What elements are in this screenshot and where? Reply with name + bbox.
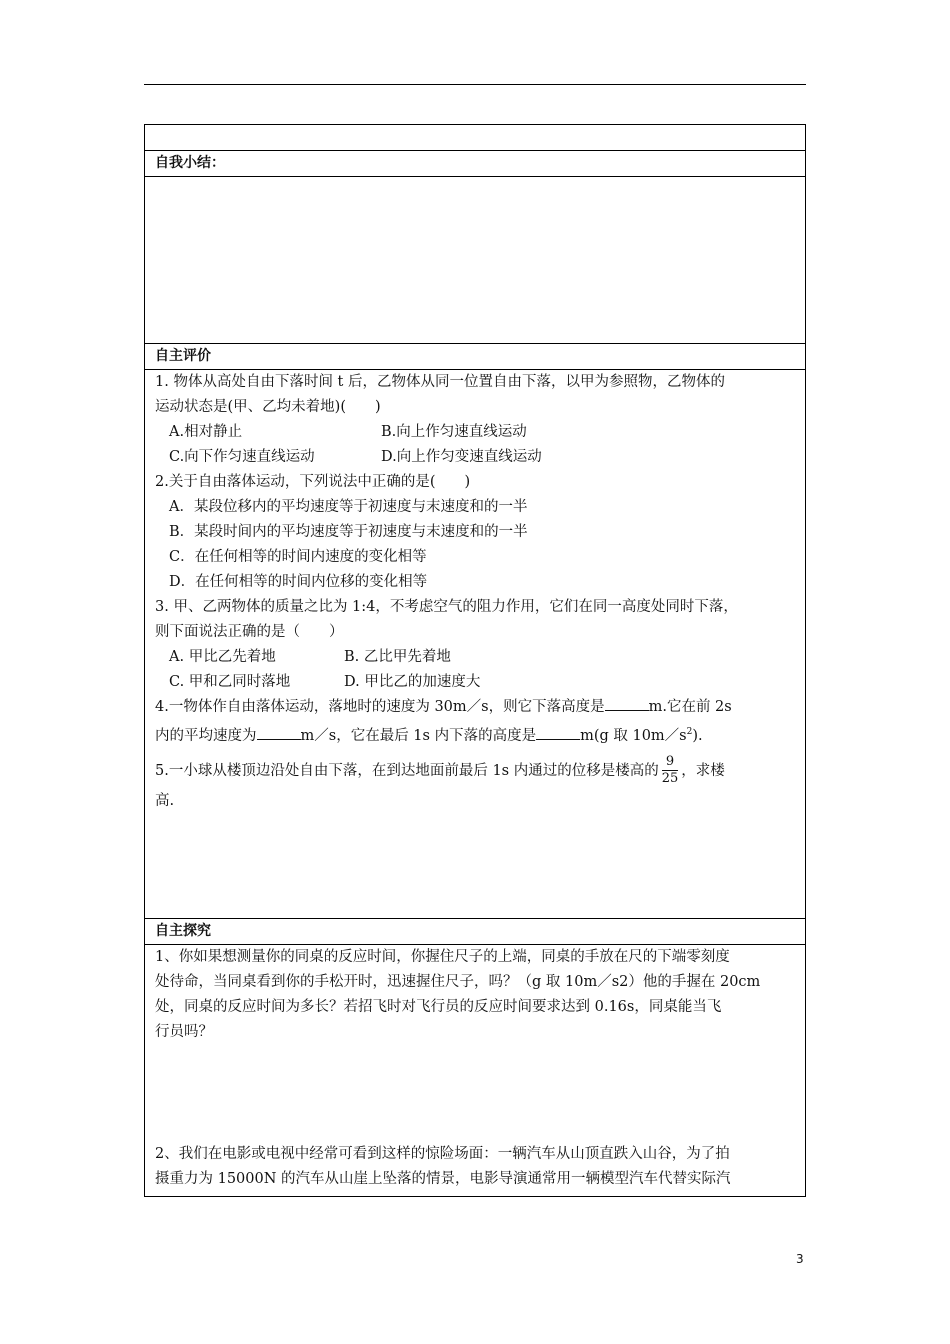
- header-rule: [144, 84, 806, 85]
- q4-blank-last-second[interactable]: [536, 725, 580, 740]
- q1-option-b: B.向上作匀速直线运动: [381, 424, 527, 440]
- q1-options-ab: [155, 420, 795, 445]
- q1-line1: 1. 物体从高处自由下落时间 t 后，乙物体从同一位置自由下落，以甲为参照物，乙物体的: [155, 374, 725, 390]
- explore-body: [145, 945, 806, 1197]
- evaluation-title: 自主评价: [155, 348, 211, 364]
- q1-option-c: C.向下作匀速直线运动: [169, 449, 315, 465]
- question-4: [155, 695, 795, 749]
- explore-q1-line1: 1、你如果想测量你的同桌的反应时间，你握住尺子的上端，同桌的手放在尺的下端零刻度: [155, 949, 730, 965]
- q2-option-d: D．在任何相等的时间内位移的变化相等: [169, 574, 428, 590]
- q1-option-d: D.向上作匀变速直线运动: [381, 449, 542, 465]
- q5-fraction-numerator: 9: [662, 754, 679, 771]
- q3-line1: 3. 甲、乙两物体的质量之比为 1:4，不考虑空气的阻力作用，它们在同一高度处同时下落，: [155, 599, 738, 615]
- q3-option-a: A. 甲比乙先着地: [169, 649, 276, 665]
- q3-option-b: B. 乙比甲先着地: [344, 649, 451, 665]
- q5-text-1: 5.一小球从楼顶边沿处自由下落，在到达地面前最后 1s 内通过的位移是楼高的: [155, 762, 659, 779]
- q3-line2: 则下面说法正确的是（ ）: [155, 624, 344, 640]
- q2-option-a: A．某段位移内的平均速度等于初速度与末速度和的一半: [169, 499, 528, 515]
- q1-option-a: A.相对静止: [169, 424, 243, 440]
- q4-text-2: m.它在前 2s: [648, 699, 732, 715]
- explore-title: 自主探究: [155, 923, 211, 939]
- q4-blank-avg-speed[interactable]: [257, 725, 301, 740]
- q4-text-3: 内的平均速度为: [155, 727, 257, 744]
- q3-options-ab: [155, 645, 795, 670]
- question-3: [155, 595, 795, 695]
- q5-fraction-denominator: 25: [661, 771, 679, 787]
- question-2: [155, 470, 795, 595]
- evaluation-body: [145, 370, 806, 919]
- explore-q2-line2: 摄重力为 15000N 的汽车从山崖上坠落的情景，电影导演通常用一辆模型汽车代替实际汽: [155, 1171, 731, 1187]
- question-5: [155, 753, 795, 814]
- q5-text-2: ，求楼: [681, 762, 725, 779]
- explore-q1-line3: 处，同桌的反应时间为多长？若招飞时对飞行员的反应时间要求达到 0.16s，同桌能当飞: [155, 999, 722, 1015]
- q3-option-d: D. 甲比乙的加速度大: [344, 674, 481, 690]
- q2-option-c: C．在任何相等的时间内速度的变化相等: [169, 549, 427, 565]
- q3-option-c: C. 甲和乙同时落地: [169, 674, 291, 690]
- summary-title-cell: [145, 151, 806, 177]
- blank-cell: [145, 125, 806, 151]
- q4-superscript: 2: [686, 727, 693, 737]
- summary-body[interactable]: [145, 177, 806, 344]
- explore-q1-line2: 处待命，当同桌看到你的手松开时，迅速握住尺子，吗？（g 取 10m／s2）他的手握在 20cm: [155, 974, 761, 990]
- explore-question-1: [155, 945, 795, 1045]
- q5-line2: 高.: [155, 792, 175, 809]
- summary-title: 自我小结：: [155, 155, 225, 171]
- question-1: [155, 370, 795, 470]
- q2-line1: 2.关于自由落体运动，下列说法中正确的是( ): [155, 474, 471, 490]
- q4-text-4: m／s，它在最后 1s 内下落的高度是: [300, 727, 537, 744]
- q1-options-cd: [155, 445, 795, 470]
- q4-text-6: ).: [692, 727, 703, 744]
- summary-body-row: [145, 177, 806, 344]
- q1-line2: 运动状态是(甲、乙均未着地)( ): [155, 399, 381, 415]
- worksheet-table: [144, 124, 806, 1197]
- q3-options-cd: [155, 670, 795, 695]
- q4-text-1: 4.一物体作自由落体运动，落地时的速度为 30m／s，则它下落高度是: [155, 699, 605, 715]
- page-number: 3: [796, 1252, 804, 1266]
- summary-header-row: [145, 151, 806, 177]
- q5-fraction: [662, 754, 679, 787]
- explore-title-cell: [145, 919, 806, 945]
- explore-q1-line4: 行员吗？: [155, 1024, 213, 1040]
- evaluation-title-cell: [145, 344, 806, 370]
- explore-question-2: [155, 1142, 795, 1192]
- explore-body-row: [145, 945, 806, 1197]
- explore-header-row: [145, 919, 806, 945]
- blank-row: [145, 125, 806, 151]
- q4-text-5: m(g 取 10m／s: [580, 727, 687, 744]
- q2-option-b: B．某段时间内的平均速度等于初速度与末速度和的一半: [169, 524, 528, 540]
- q4-blank-height[interactable]: [605, 696, 649, 711]
- explore-q2-line1: 2、我们在电影或电视中经常可看到这样的惊险场面：一辆汽车从山顶直跌入山谷，为了拍: [155, 1146, 730, 1162]
- evaluation-header-row: [145, 344, 806, 370]
- evaluation-body-row: [145, 370, 806, 919]
